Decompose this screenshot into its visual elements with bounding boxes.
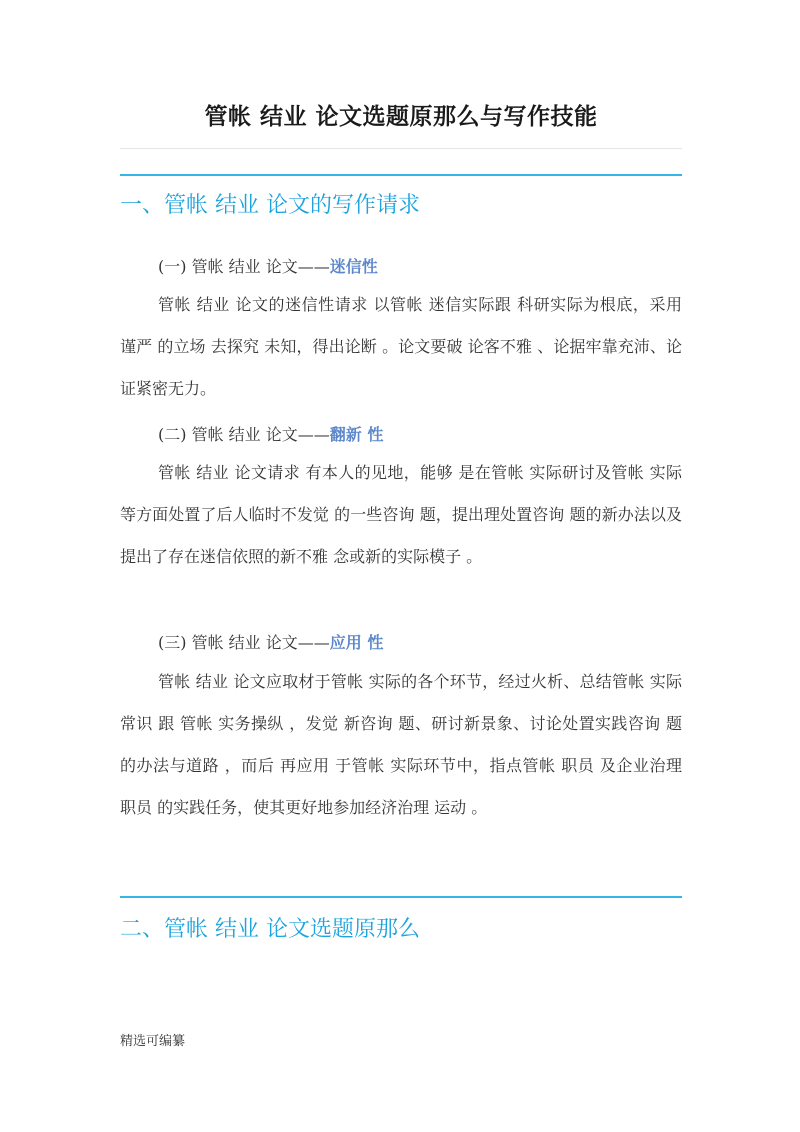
subheading-accent: 翻新 性 bbox=[329, 425, 384, 444]
paragraph-innovation: 管帐 结业 论文请求 有本人的见地，能够 是在管帐 实际研讨及管帐 实际等方面处置了后人临时不发觉 的一些咨询 题，提出理处置咨询 题的新办法以及提出了存在迷信依照的新不雅 念或新的实际模子 。 bbox=[120, 463, 682, 566]
section-1-divider bbox=[120, 174, 682, 176]
subheading-application bbox=[158, 630, 383, 653]
footer-label: 精选可编纂 bbox=[120, 1034, 186, 1049]
subheading-prefix: (三) 管帐 结业 论文—— bbox=[158, 633, 330, 652]
subheading-prefix: (二) 管帐 结业 论文—— bbox=[158, 425, 330, 444]
section-1-heading: 一、管帐 结业 论文的写作请求 bbox=[120, 193, 420, 218]
subheading-prefix: (一) 管帐 结业 论文—— bbox=[158, 257, 330, 276]
subheading-accent: 应用 性 bbox=[329, 633, 384, 652]
title-divider bbox=[120, 148, 682, 149]
section-2-divider bbox=[120, 896, 682, 898]
subheading-accent: 迷信性 bbox=[329, 257, 378, 276]
section-2-heading: 二、管帐 结业 论文选题原那么 bbox=[120, 917, 420, 942]
paragraph-application: 管帐 结业 论文应取材于管帐 实际的各个环节，经过火析、总结管帐 实际常识 跟 管帐 实务操纵 ，发觉 新咨询 题、研讨新景象、讨论处置实践咨询 题的办法与道路 ，而后 再应用 于管帐 实际环节中，指点管帐 职员 及企业治理 职员 的实践任务，使其更好地参加经济治理 运动 。 bbox=[120, 672, 682, 817]
paragraph-scientific: 管帐 结业 论文的迷信性请求 以管帐 迷信实际跟 科研实际为根底，采用 谨严 的立场 去探究 未知，得出论断 。论文要破 论客不雅 、论据牢靠充沛、论证紧密无力。 bbox=[120, 295, 682, 398]
document-title: 管帐 结业 论文选题原那么与写作技能 bbox=[204, 104, 598, 130]
subheading-innovation bbox=[158, 422, 383, 445]
subheading-scientific bbox=[158, 254, 378, 277]
